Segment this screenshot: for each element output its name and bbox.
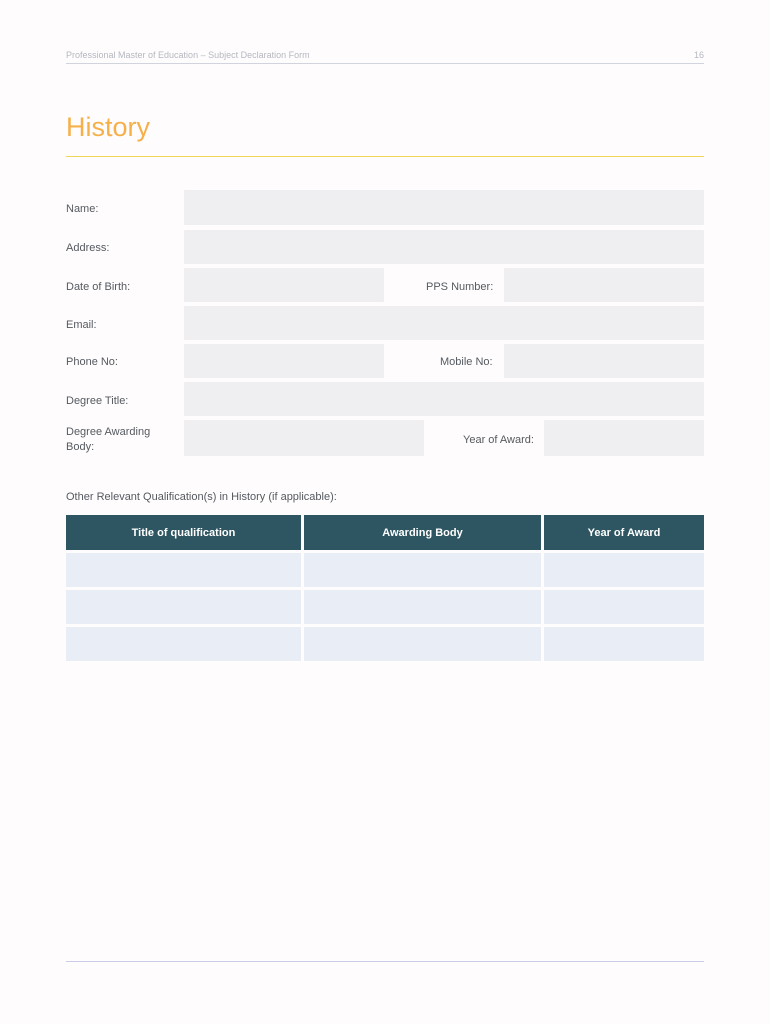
qualifications-table (63, 512, 707, 664)
qualification-title-cell[interactable] (66, 627, 301, 661)
name-field[interactable] (184, 190, 704, 225)
degree-title-label: Degree Title: (66, 395, 129, 407)
pps-field[interactable] (504, 268, 704, 302)
address-label: Address: (66, 242, 110, 254)
awarding-body-cell[interactable] (304, 627, 541, 661)
qualification-title-cell[interactable] (66, 553, 301, 587)
table-header-row (66, 515, 704, 550)
degree-title-field[interactable] (184, 382, 704, 416)
title-divider (66, 156, 704, 157)
table-row (66, 590, 704, 624)
page-title: History (66, 112, 151, 142)
name-label: Name: (66, 203, 99, 215)
phone-field[interactable] (184, 344, 384, 378)
page-header (66, 50, 704, 64)
email-field[interactable] (184, 306, 704, 340)
mobile-field[interactable] (504, 344, 704, 378)
column-header-year: Year of Award (544, 515, 704, 550)
table-row (66, 553, 704, 587)
degree-body-label: Degree Awarding Body: (66, 426, 151, 453)
qualification-title-cell[interactable] (66, 590, 301, 624)
dob-field[interactable] (184, 268, 384, 302)
qualifications-label: Other Relevant Qualification(s) in History (if applicable): (66, 491, 337, 503)
awarding-body-cell[interactable] (304, 590, 541, 624)
degree-body-field[interactable] (184, 420, 424, 456)
awarding-body-cell[interactable] (304, 553, 541, 587)
year-of-award-cell[interactable] (544, 627, 704, 661)
address-field[interactable] (184, 230, 704, 264)
email-label: Email: (66, 319, 97, 331)
page-number: 16 (693, 50, 704, 60)
table-row (66, 627, 704, 661)
pps-label: PPS Number: (426, 281, 494, 293)
mobile-label: Mobile No: (440, 356, 493, 368)
column-header-title: Title of qualification (66, 515, 301, 550)
phone-label: Phone No: (66, 356, 118, 368)
year-of-award-cell[interactable] (544, 590, 704, 624)
column-header-awarding-body: Awarding Body (304, 515, 541, 550)
dob-label: Date of Birth: (66, 281, 131, 293)
footer-divider (66, 961, 704, 962)
year-of-award-cell[interactable] (544, 553, 704, 587)
year-award-field[interactable] (544, 420, 704, 456)
breadcrumb: Professional Master of Education – Subject Declaration Form (66, 50, 310, 60)
year-award-label: Year of Award: (463, 434, 534, 446)
